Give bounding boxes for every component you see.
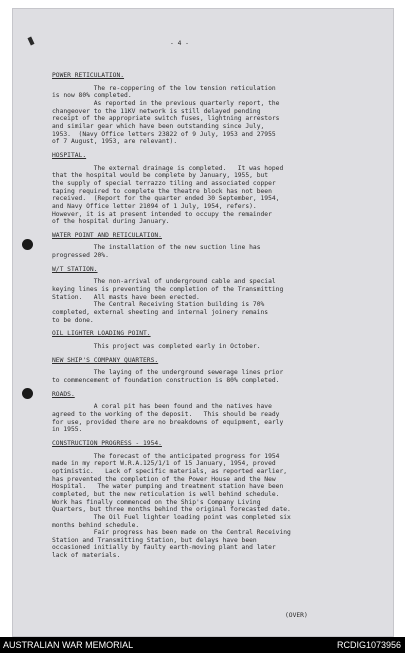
paragraph-water-point: The installation of the new suction line has progressed 20%.	[52, 244, 261, 260]
heading-wt-station: W/T STATION.	[52, 265, 98, 273]
paragraph-ships-company-quarters: The laying of the underground sewerage lines prior to commencement of foundation construction is 80% completed.	[52, 369, 284, 384]
document-body	[52, 72, 362, 560]
paragraph-oil-lighter: This project was completed early in October.	[52, 343, 261, 351]
punch-hole-lower	[22, 388, 33, 399]
punch-hole-upper	[22, 239, 33, 250]
paragraph-hospital: The external drainage is completed. It was hoped that the hospital would be complete by January, 1955, but the supply of special terrazzo tiling and associated copper taping required to complete the theatre block has not been received. (Report for the quarter ended 30 September, 1954, and Navy Office letter 21094 of 1 July, 1954, refers). However, it is at present intended to occupy the remainder of the hospital during January.	[52, 164, 284, 226]
heading-construction-progress: CONSTRUCTION PROGRESS - 1954.	[52, 439, 162, 447]
heading-oil-lighter: OIL LIGHTER LOADING POINT.	[52, 330, 151, 338]
footer-record-id: RCDIG1073956	[336, 640, 401, 650]
paragraph-construction-progress: The forecast of the anticipated progress for 1954 made in my report W.R.A.125/1/1 of 15 January, 1954, proved optimistic. Lack of specific materials, as reported earlier, has prevented the completion of the Power House and the New Hospital. The water pumping and treatment station have been completed, but the new reticulation is well behind schedule. Work has finally commenced on the Ship's Company Living Quarters, but three months behind the original forecasted date. The Oil Fuel lighter loading point was completed six months behind schedule. Fair progress has been made on the Central Receiving Station and Transmitting Station, but delays have been occasioned initially by faulty earth-moving plant and later lack of materials.	[52, 452, 291, 560]
page-number: - 4 -	[170, 40, 189, 47]
heading-water-point: WATER POINT AND RETICULATION.	[52, 231, 162, 239]
ink-mark	[27, 37, 34, 46]
heading-hospital: HOSPITAL.	[52, 151, 87, 159]
paragraph-power-reticulation: The re-coppering of the low tension reticulation is now 80% completed. As reported in the previous quarterly report, the changeover to the 11KV network is still delayed pending receipt of the appropriate switch fuses, lightning arrestors and similar gear which have been outstanding since July, 1953. (Navy Office letters 23822 of 9 July, 1953 and 27955 of 7 August, 1953, are relevant).	[52, 84, 280, 146]
paragraph-roads: A coral pit has been found and the natives have agreed to the working of the deposit. This should be ready for use, provided there are no breakdowns of equipment, early in 1955.	[52, 403, 284, 434]
over-note: (OVER)	[285, 612, 308, 619]
heading-roads: ROADS.	[52, 390, 75, 398]
footer-institution: AUSTRALIAN WAR MEMORIAL	[3, 640, 134, 650]
heading-power-reticulation: POWER RETICULATION.	[52, 72, 125, 79]
archive-footer	[0, 637, 405, 653]
paragraph-wt-station: The non-arrival of underground cable and special keying lines is preventing the completion of the Transmitting Station. All masts have been erected. The Central Receiving Station building is 70% completed, external sheeting and internal joinery remains to be done.	[52, 278, 284, 324]
heading-ships-company-quarters: NEW SHIP'S COMPANY QUARTERS.	[52, 356, 159, 364]
